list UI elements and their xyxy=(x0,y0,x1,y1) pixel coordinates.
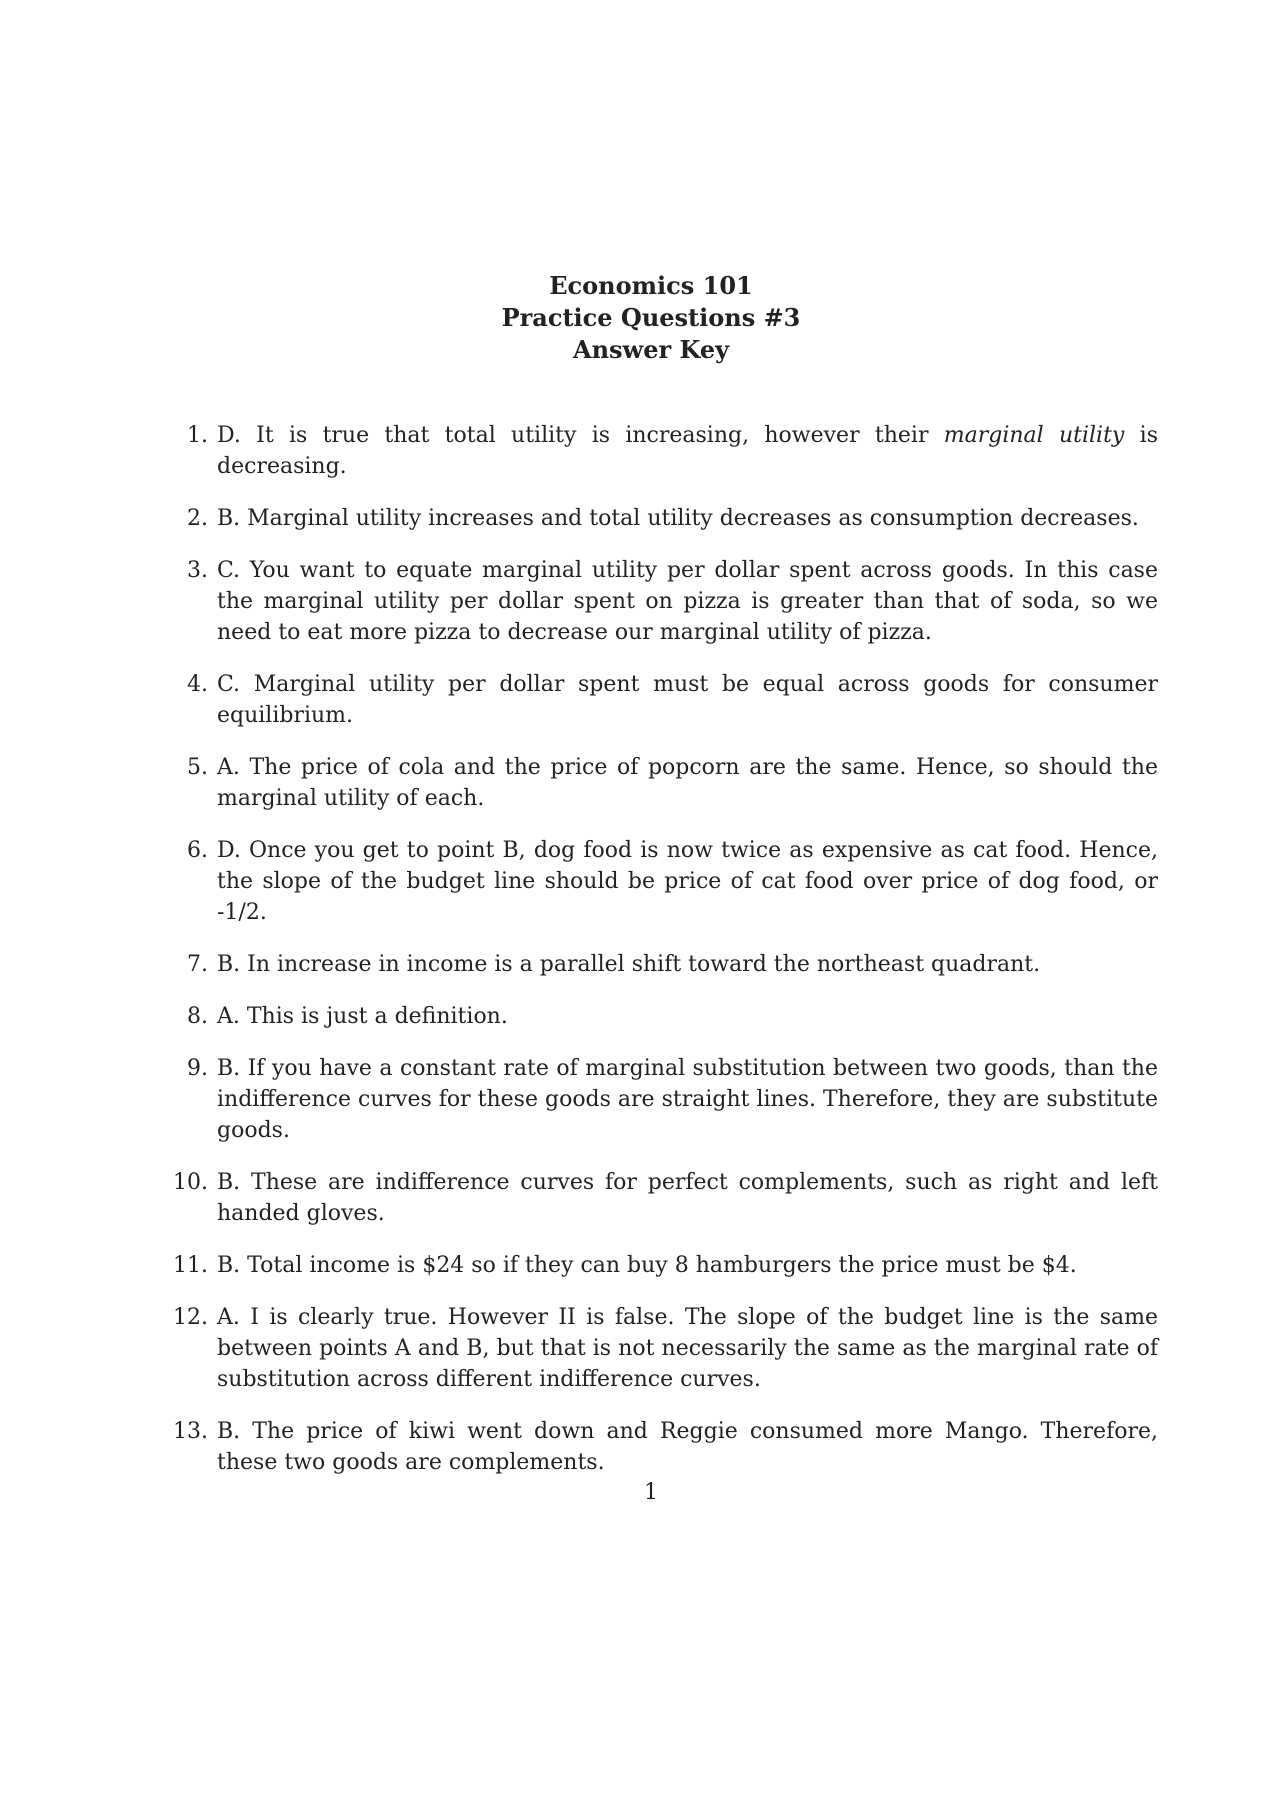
answer-number: 7. xyxy=(187,952,208,977)
answer-text: A. The price of cola and the price of popcorn are the same. Hence, so should the marginal utility of each. xyxy=(217,755,1158,811)
answer-number: 11. xyxy=(173,1253,208,1278)
answer-number: 9. xyxy=(187,1056,208,1081)
answer-number: 3. xyxy=(187,558,208,583)
answer-item-7 xyxy=(158,949,1158,980)
answer-text: C. You want to equate marginal utility per dollar spent across goods. In this case the marginal utility per dollar spent on pizza is greater than that of soda, so we need to eat more pizza to decrease our marginal utility of pizza. xyxy=(217,558,1158,645)
answer-item-3 xyxy=(158,555,1158,648)
answer-item-8 xyxy=(158,1001,1158,1032)
answer-number: 10. xyxy=(173,1170,208,1195)
document-type: Answer Key xyxy=(572,335,730,364)
answer-item-10 xyxy=(158,1167,1158,1229)
answer-item-6 xyxy=(158,835,1158,928)
answer-text: D. It is true that total utility is increasing, however their xyxy=(217,423,944,448)
answer-item-13 xyxy=(158,1416,1158,1478)
course-title: Economics 101 xyxy=(549,271,753,300)
answer-emphasis: marginal utility xyxy=(943,423,1125,448)
answer-text: B. Marginal utility increases and total utility decreases as consumption decreases. xyxy=(217,506,1139,531)
answer-item-9 xyxy=(158,1053,1158,1146)
answer-text: C. Marginal utility per dollar spent must be equal across goods for consumer equilibrium. xyxy=(217,672,1158,728)
answer-text: A. This is just a definition. xyxy=(217,1004,508,1029)
answer-text: B. If you have a constant rate of marginal substitution between two goods, than the indifference curves for these goods are straight lines. Therefore, they are substitute goods. xyxy=(217,1056,1158,1143)
answer-item-11 xyxy=(158,1250,1158,1281)
answer-number: 6. xyxy=(187,838,208,863)
answer-item-1 xyxy=(158,420,1158,482)
answer-number: 2. xyxy=(187,506,208,531)
document-header xyxy=(0,270,1280,366)
answer-text: B. Total income is $24 so if they can buy 8 hamburgers the price must be $4. xyxy=(217,1253,1077,1278)
answer-text: B. The price of kiwi went down and Reggie consumed more Mango. Therefore, these two goods are complements. xyxy=(217,1419,1158,1475)
answer-text: A. I is clearly true. However II is false. The slope of the budget line is the same between points A and B, but that is not necessarily the same as the marginal rate of substitution across different indifference curves. xyxy=(217,1305,1158,1392)
answer-number: 1. xyxy=(187,423,208,448)
answer-item-2 xyxy=(158,503,1158,534)
answer-list xyxy=(158,420,1158,1499)
answer-number: 8. xyxy=(187,1004,208,1029)
answer-item-12 xyxy=(158,1302,1158,1395)
answer-number: 13. xyxy=(173,1419,208,1444)
answer-item-4 xyxy=(158,669,1158,731)
answer-number: 12. xyxy=(173,1305,208,1330)
answer-item-5 xyxy=(158,752,1158,814)
answer-text: D. Once you get to point B, dog food is now twice as expensive as cat food. Hence, the slope of the budget line should be price of cat food over price of dog food, or -1/2. xyxy=(217,838,1158,925)
answer-number: 5. xyxy=(187,755,208,780)
page-number: 1 xyxy=(644,1480,658,1505)
answer-text-tail: is decreasing. xyxy=(217,423,1158,479)
answer-text: B. In increase in income is a parallel shift toward the northeast quadrant. xyxy=(217,952,1041,977)
answer-number: 4. xyxy=(187,672,208,697)
document-subtitle: Practice Questions #3 xyxy=(501,303,801,332)
answer-text: B. These are indifference curves for perfect complements, such as right and left handed gloves. xyxy=(217,1170,1158,1226)
